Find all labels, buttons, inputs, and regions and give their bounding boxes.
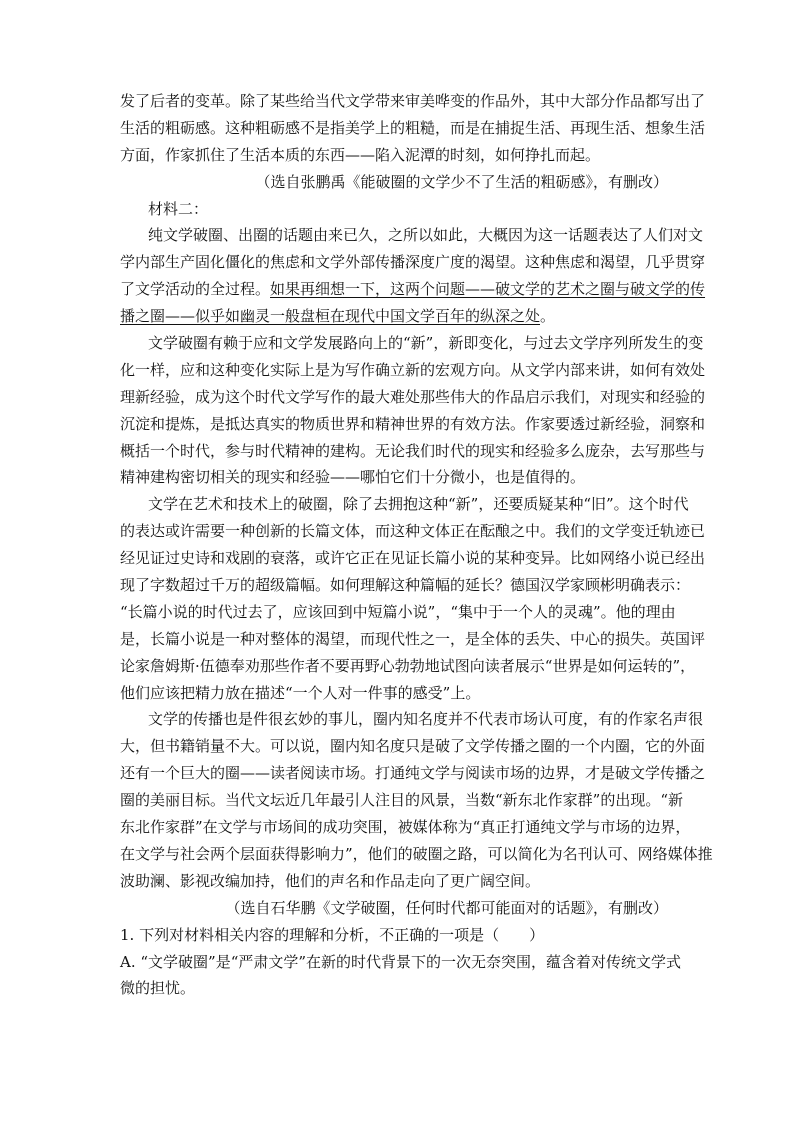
underlined-sentence: 播之圈——似乎如幽灵一般盘桓在现代中国文学百年的纵深之处 [120,307,541,326]
text-line: 东北作家群”在文学与市场间的成功突围，被媒体称为“真正打通纯文学与市场的边界， [120,818,691,837]
text-line: 微的担忧。 [120,979,196,998]
source-citation-2: （选自石华鹏《文学破圈，任何时代都可能面对的话题》，有删改） [225,898,668,917]
material2-label: 材料二： [148,199,209,218]
text-line: A. “文学破圈”是“严肃文学”在新的时代背景下的一次无奈突围，蕴含着对传统文学式 [120,952,682,971]
question-stem: 1. 下列对材料相关内容的理解和分析，不正确的一项是（ ） [120,925,545,944]
text-line: 文学的传播也是件很玄妙的事儿，圈内知名度并不代表市场认可度，有的作家名声很 [148,710,704,729]
paragraph-3 [120,491,706,706]
text-line: “长篇小说的时代过去了，应该回到中短篇小说”，“集中于一个人的灵魂”。他的理由 [120,602,676,621]
text-line: 他们应该把精力放在描述“一个人对一件事的感受”上。 [120,683,481,702]
text-line: 纯文学破圈、出圈的话题由来已久，之所以如此，大概因为这一话题表达了人们对文 [148,226,704,245]
text-line: 大，但书籍销量不大。可以说，圈内知名度只是破了文学传播之圈的一个内圈，它的外面 [120,737,706,756]
text-line: 学内部生产固化僵化的焦虑和文学外部传播深度广度的渴望。这种焦虑和渴望，几乎贯穿 [120,253,706,272]
text-line: 方面，作家抓住了生活本质的东西——陷入泥潭的时刻，如何挣扎而起。 [120,145,601,164]
paragraph-1 [120,222,706,330]
text-line: 理新经验，成为这个时代文学写作的最大难处那些伟大的作品启示我们，对现实和经验的 [120,387,706,406]
option-a [120,949,682,1003]
text-line: 文学破圈有赖于应和文学发展路向上的“新”，新即变化，与过去文学序列所发生的变 [148,334,704,353]
text-line: 经见证过史诗和戏剧的衰落，或许它正在见证长篇小说的某种变异。比如网络小说已经出 [120,549,706,568]
text-line: 是，长篇小说是一种对整体的渴望，而现代性之一，是全体的丢失、中心的损失。英国评 [120,629,706,648]
document-page [120,88,713,1002]
material1-tail [120,88,706,169]
source-citation-1: （选自张鹏禹《能破圈的文学少不了生活的粗砺感》，有删改） [255,172,668,191]
paragraph-2 [120,330,706,491]
text-line: 概括一个时代，参与时代精神的建构。无论我们时代的现实和经验多么庞杂，去写那些与 [120,441,706,460]
text-line [120,276,706,303]
text-line: 在文学与社会两个层面获得影响力”，他们的破圈之路，可以简化为名刊认可、网络媒体推 [120,844,713,863]
text-line: 沉淀和提炼，是抵达真实的物质世界和精神世界的有效方法。作家要透过新经验，洞察和 [120,414,706,433]
text-line [120,303,670,330]
text-segment: 了文学活动的全过程。 [120,280,271,299]
text-line: 发了后者的变革。除了某些给当代文学带来审美哗变的作品外，其中大部分作品都写出了 [120,92,706,110]
text-line: 文学在艺术和技术上的破圈，除了去拥抱这种“新”，还要质疑某种“旧”。这个时代 [148,495,689,514]
text-line: 的表达或许需要一种创新的长篇文体，而这种文体正在酝酿之中。我们的文学变迁轨迹已 [120,522,706,541]
text-line: 波助澜、影视改编加持，他们的声名和作品走向了更广阔空间。 [120,871,541,890]
underlined-sentence: 如果再细想一下，这两个问题——破文学的艺术之圈与破文学的传 [270,280,706,299]
text-line: 化一样，应和这种变化实际上是为写作确立新的宏观方向。从文学内部来讲，如何有效处 [120,360,706,379]
text-line: 现了字数超过千万的超级篇幅。如何理解这种篇幅的延长？德国汉学家顾彬明确表示： [120,576,691,595]
text-line: 精神建构密切相关的现实和经验——哪怕它们十分微小，也是值得的。 [120,468,586,487]
text-line: 圈的美丽目标。当代文坛近几年最引人注目的风景，当数“新东北作家群”的出现。“新 [120,791,684,810]
text-line: 生活的粗砺感。这种粗砺感不是指美学上的粗糙，而是在捕捉生活、再现生活、想象生活 [120,118,706,137]
text-segment: 。 [540,307,556,326]
text-line: 还有一个巨大的圈——读者阅读市场。打通纯文学与阅读市场的边界，才是破文学传播之 [120,764,706,783]
paragraph-4 [120,706,713,894]
text-line: 论家詹姆斯·伍德奉劝那些作者不要再野心勃勃地试图向读者展示“世界是如何运转的”， [120,656,696,675]
